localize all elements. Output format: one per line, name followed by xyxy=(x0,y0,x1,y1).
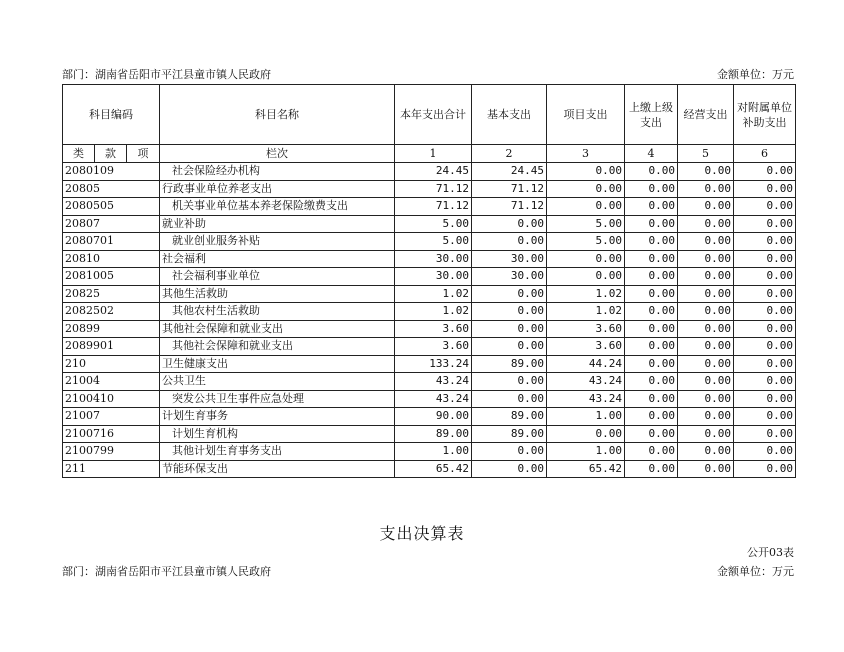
row-value: 0.00 xyxy=(734,373,796,391)
row-value: 0.00 xyxy=(734,180,796,198)
row-value: 0.00 xyxy=(678,443,734,461)
col-project-header: 项目支出 xyxy=(547,85,625,145)
row-value: 0.00 xyxy=(472,390,547,408)
row-value: 1.02 xyxy=(547,285,625,303)
row-value: 3.60 xyxy=(395,320,472,338)
col-name-header: 科目名称 xyxy=(160,85,395,145)
table-row xyxy=(63,443,796,461)
row-value: 0.00 xyxy=(547,198,625,216)
row-value: 5.00 xyxy=(547,215,625,233)
row-name: 社会福利 xyxy=(160,250,395,268)
table-row xyxy=(63,390,796,408)
row-code: 20807 xyxy=(63,215,160,233)
row-value: 5.00 xyxy=(395,233,472,251)
row-value: 0.00 xyxy=(625,338,678,356)
row-value: 0.00 xyxy=(678,303,734,321)
col-index-1: 1 xyxy=(395,145,472,163)
col-business-header: 经营支出 xyxy=(678,85,734,145)
col-code-header: 科目编码 xyxy=(63,85,160,145)
col-subsidy-header: 对附属单位补助支出 xyxy=(734,85,796,145)
col-index-2: 2 xyxy=(472,145,547,163)
table-row xyxy=(63,425,796,443)
row-value: 0.00 xyxy=(472,285,547,303)
row-value: 24.45 xyxy=(395,163,472,181)
row-value: 30.00 xyxy=(395,268,472,286)
row-value: 0.00 xyxy=(678,355,734,373)
row-name: 行政事业单位养老支出 xyxy=(160,180,395,198)
table-row xyxy=(63,198,796,216)
row-code: 210 xyxy=(63,355,160,373)
row-name: 其他生活救助 xyxy=(160,285,395,303)
row-value: 0.00 xyxy=(734,198,796,216)
row-name: 突发公共卫生事件应急处理 xyxy=(160,390,395,408)
row-code: 2100799 xyxy=(63,443,160,461)
row-code: 2081005 xyxy=(63,268,160,286)
table-row xyxy=(63,355,796,373)
row-code: 211 xyxy=(63,460,160,478)
row-value: 0.00 xyxy=(734,443,796,461)
row-value: 0.00 xyxy=(678,460,734,478)
row-value: 0.00 xyxy=(678,390,734,408)
row-name: 机关事业单位基本养老保险缴费支出 xyxy=(160,198,395,216)
row-value: 44.24 xyxy=(547,355,625,373)
row-value: 0.00 xyxy=(678,425,734,443)
row-value: 1.00 xyxy=(395,443,472,461)
table-row xyxy=(63,215,796,233)
row-code: 2100410 xyxy=(63,390,160,408)
row-value: 0.00 xyxy=(625,303,678,321)
footer-department-label: 部门：湖南省岳阳市平江县童市镇人民政府 xyxy=(62,565,271,578)
row-value: 0.00 xyxy=(678,198,734,216)
row-value: 0.00 xyxy=(547,180,625,198)
row-value: 0.00 xyxy=(678,233,734,251)
row-value: 0.00 xyxy=(678,285,734,303)
row-value: 0.00 xyxy=(547,268,625,286)
row-name: 就业创业服务补贴 xyxy=(160,233,395,251)
row-value: 0.00 xyxy=(734,338,796,356)
row-name: 计划生育机构 xyxy=(160,425,395,443)
row-value: 0.00 xyxy=(625,285,678,303)
row-value: 0.00 xyxy=(547,250,625,268)
row-value: 0.00 xyxy=(734,233,796,251)
row-value: 1.02 xyxy=(395,303,472,321)
row-value: 0.00 xyxy=(547,425,625,443)
row-name: 社会保险经办机构 xyxy=(160,163,395,181)
row-value: 0.00 xyxy=(734,303,796,321)
table-row xyxy=(63,163,796,181)
row-value: 0.00 xyxy=(678,338,734,356)
table-row xyxy=(63,233,796,251)
row-code: 21007 xyxy=(63,408,160,426)
unit-label: 金额单位：万元 xyxy=(717,68,794,81)
row-value: 0.00 xyxy=(734,425,796,443)
row-value: 0.00 xyxy=(678,408,734,426)
row-value: 0.00 xyxy=(734,320,796,338)
row-value: 71.12 xyxy=(395,180,472,198)
row-code: 2082502 xyxy=(63,303,160,321)
row-value: 1.00 xyxy=(547,443,625,461)
row-value: 71.12 xyxy=(472,180,547,198)
row-value: 0.00 xyxy=(678,215,734,233)
row-value: 30.00 xyxy=(395,250,472,268)
row-value: 0.00 xyxy=(625,443,678,461)
row-name: 其他计划生育事务支出 xyxy=(160,443,395,461)
table-row xyxy=(63,303,796,321)
row-name: 卫生健康支出 xyxy=(160,355,395,373)
row-value: 0.00 xyxy=(678,163,734,181)
row-value: 0.00 xyxy=(678,320,734,338)
row-name: 公共卫生 xyxy=(160,373,395,391)
table-row xyxy=(63,268,796,286)
col-index-6: 6 xyxy=(734,145,796,163)
row-value: 5.00 xyxy=(395,215,472,233)
row-value: 89.00 xyxy=(472,355,547,373)
xiang-label: 项 xyxy=(127,145,160,163)
row-value: 0.00 xyxy=(734,355,796,373)
row-name: 其他社会保障和就业支出 xyxy=(160,338,395,356)
row-value: 0.00 xyxy=(625,250,678,268)
row-code: 2100716 xyxy=(63,425,160,443)
row-value: 0.00 xyxy=(678,268,734,286)
row-value: 3.60 xyxy=(395,338,472,356)
row-value: 0.00 xyxy=(472,233,547,251)
table-subheader-row xyxy=(63,145,796,163)
row-value: 0.00 xyxy=(734,408,796,426)
lanci-label: 栏次 xyxy=(160,145,395,163)
row-value: 30.00 xyxy=(472,268,547,286)
table-row xyxy=(63,320,796,338)
row-value: 43.24 xyxy=(547,390,625,408)
row-value: 0.00 xyxy=(472,320,547,338)
row-value: 5.00 xyxy=(547,233,625,251)
row-value: 0.00 xyxy=(472,460,547,478)
row-value: 43.24 xyxy=(547,373,625,391)
table-row xyxy=(63,250,796,268)
row-value: 0.00 xyxy=(472,338,547,356)
row-value: 0.00 xyxy=(625,408,678,426)
row-value: 0.00 xyxy=(472,373,547,391)
row-value: 0.00 xyxy=(547,163,625,181)
row-value: 0.00 xyxy=(625,373,678,391)
table-row xyxy=(63,180,796,198)
row-value: 71.12 xyxy=(395,198,472,216)
row-value: 0.00 xyxy=(625,215,678,233)
row-value: 89.00 xyxy=(472,408,547,426)
table-row xyxy=(63,408,796,426)
row-code: 20810 xyxy=(63,250,160,268)
department-label: 部门：湖南省岳阳市平江县童市镇人民政府 xyxy=(62,68,271,81)
row-value: 0.00 xyxy=(625,198,678,216)
footer-unit-label: 金额单位：万元 xyxy=(717,565,794,578)
row-value: 0.00 xyxy=(734,285,796,303)
row-value: 0.00 xyxy=(625,163,678,181)
row-value: 133.24 xyxy=(395,355,472,373)
row-value: 65.42 xyxy=(547,460,625,478)
row-code: 2080701 xyxy=(63,233,160,251)
row-value: 0.00 xyxy=(625,355,678,373)
col-index-5: 5 xyxy=(678,145,734,163)
row-code: 2080109 xyxy=(63,163,160,181)
row-value: 0.00 xyxy=(678,250,734,268)
col-index-3: 3 xyxy=(547,145,625,163)
row-value: 43.24 xyxy=(395,390,472,408)
row-value: 0.00 xyxy=(734,163,796,181)
row-value: 0.00 xyxy=(625,268,678,286)
row-value: 0.00 xyxy=(625,425,678,443)
row-code: 20899 xyxy=(63,320,160,338)
row-value: 0.00 xyxy=(472,443,547,461)
table-row xyxy=(63,373,796,391)
row-value: 24.45 xyxy=(472,163,547,181)
row-value: 0.00 xyxy=(472,303,547,321)
col-upper-header: 上缴上级支出 xyxy=(625,85,678,145)
row-value: 3.60 xyxy=(547,320,625,338)
row-name: 计划生育事务 xyxy=(160,408,395,426)
row-name: 其他农村生活救助 xyxy=(160,303,395,321)
lei-label: 类 xyxy=(63,145,95,163)
row-value: 0.00 xyxy=(472,215,547,233)
table-header-row xyxy=(63,85,796,145)
row-value: 0.00 xyxy=(678,373,734,391)
row-value: 0.00 xyxy=(734,390,796,408)
row-code: 2080505 xyxy=(63,198,160,216)
row-value: 0.00 xyxy=(734,250,796,268)
table-row xyxy=(63,460,796,478)
row-value: 0.00 xyxy=(625,233,678,251)
row-value: 3.60 xyxy=(547,338,625,356)
col-total-header: 本年支出合计 xyxy=(395,85,472,145)
row-value: 30.00 xyxy=(472,250,547,268)
form-number: 公开03表 xyxy=(747,546,794,559)
table-row xyxy=(63,338,796,356)
row-name: 节能环保支出 xyxy=(160,460,395,478)
row-value: 1.02 xyxy=(547,303,625,321)
row-value: 89.00 xyxy=(395,425,472,443)
row-value: 0.00 xyxy=(625,460,678,478)
row-code: 2089901 xyxy=(63,338,160,356)
row-code: 20825 xyxy=(63,285,160,303)
row-code: 20805 xyxy=(63,180,160,198)
col-basic-header: 基本支出 xyxy=(472,85,547,145)
row-name: 其他社会保障和就业支出 xyxy=(160,320,395,338)
row-code: 21004 xyxy=(63,373,160,391)
expenditure-table xyxy=(62,84,796,478)
row-value: 43.24 xyxy=(395,373,472,391)
row-value: 89.00 xyxy=(472,425,547,443)
row-name: 就业补助 xyxy=(160,215,395,233)
row-name: 社会福利事业单位 xyxy=(160,268,395,286)
row-value: 0.00 xyxy=(625,390,678,408)
table-title: 支出决算表 xyxy=(379,524,465,543)
row-value: 1.00 xyxy=(547,408,625,426)
row-value: 90.00 xyxy=(395,408,472,426)
col-index-4: 4 xyxy=(625,145,678,163)
row-value: 1.02 xyxy=(395,285,472,303)
row-value: 71.12 xyxy=(472,198,547,216)
row-value: 0.00 xyxy=(678,180,734,198)
row-value: 0.00 xyxy=(734,215,796,233)
row-value: 0.00 xyxy=(734,460,796,478)
row-value: 65.42 xyxy=(395,460,472,478)
row-value: 0.00 xyxy=(625,180,678,198)
row-value: 0.00 xyxy=(734,268,796,286)
table-row xyxy=(63,285,796,303)
row-value: 0.00 xyxy=(625,320,678,338)
kuan-label: 款 xyxy=(95,145,127,163)
